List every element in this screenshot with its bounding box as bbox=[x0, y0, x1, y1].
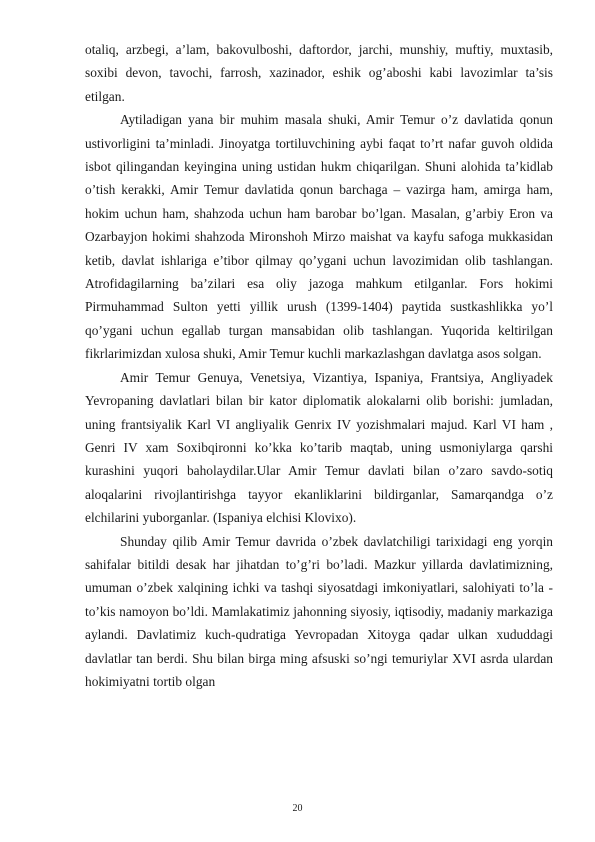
paragraph-4: Shunday qilib Amir Temur davrida o’zbek davlatchiligi tarixidagi eng yorqin sahifalar bitildi desak har jihatdan to’g’ri bo’ladi. Mazkur yillarda davlatimizning, umuman o’zbek xalqining ichki va tashqi siyosatdagi imkoniyatlari, salohiyati to’la -to’kis namoyon bo’ldi. Mamlakatimiz jahonning siyosiy, iqtisodiy, madaniy markaziga aylandi. Davlatimiz kuch-qudratiga Yevropadan Xitoyga qadar ulkan xududdagi davlatlar tan berdi. Shu bilan birga ming afsuski so’ngi temuriylar XVI asrda ulardan hokimiyatni tortib olgan bbox=[85, 533, 553, 689]
paragraph-2: Aytiladigan yana bir muhim masala shuki, Amir Temur o’z davlatida qonun ustivorligini ta’minladi. Jinoyatga tortiluvchining aybi faqat to’rt nafar guvoh oldida isbot qilingandan keyingina uning ustidan hukm chiqarilgan. Shuni alohida ta’kidlab o’tish kerakki, Amir Temur davlatida qonun barchaga – vazirga ham, amirga ham, hokim uchun ham, shahzoda uchun ham barobar bo’lgan. Masalan, g’arbiy Eron va Ozarbayjon hokimi shahzoda Mironshoh Mirzo maishat va kayfu safoga mukkasidan ketib, davlat ishlariga e’tibor qilmay qo’ygani uchun lavozimidan olib tashlangan. Atrofidagilarning ba’zilari esa oliy jazoga mahkum etilganlar. Fors hokimi Pirmuhammad Sulton yetti yillik urush (1399-1404) paytida sustkashlikka yo’l qo’ygani uchun egallab turgan mansabidan olib tashlangan. Yuqorida keltirilgan fikrlarimizdan xulosa shuki, Amir Temur kuchli markazlashgan davlatga asos solgan. bbox=[85, 112, 553, 362]
paragraph-1: otaliq, arzbegi, a’lam, bakovulboshi, daftordor, jarchi, munshiy, muftiy, muxtasib, soxibi devon, tavochi, farrosh, xazinador, eshik og’aboshi kabi lavozimlar ta’sis etilgan. bbox=[85, 42, 553, 104]
page-number: 20 bbox=[292, 803, 303, 814]
document-body bbox=[85, 38, 553, 693]
paragraph-3: Amir Temur Genuya, Venetsiya, Vizantiya, Ispaniya, Frantsiya, Angliyadek Yevropaning davlatlari bilan bir kator diplomatik alokalarni olib borishi: jumladan, uning frantsiyalik Karl VI angliyalik Genrix IV yozishmalari majud. Karl VI ham , Genri IV xam Soxibqironni ko’kka ko’tarib maqtab, uning usmoniylarga qarshi kurashini yuqori baholaydilar.Ular Amir Temur davlati bilan o’zaro savdo-sotiq aloqalarini rivojlantirishga tayyor ekanliklarini bildirganlar, Samarqandga o’z elchilarini yuborganlar. (Ispaniya elchisi Klovixo). bbox=[85, 369, 553, 526]
